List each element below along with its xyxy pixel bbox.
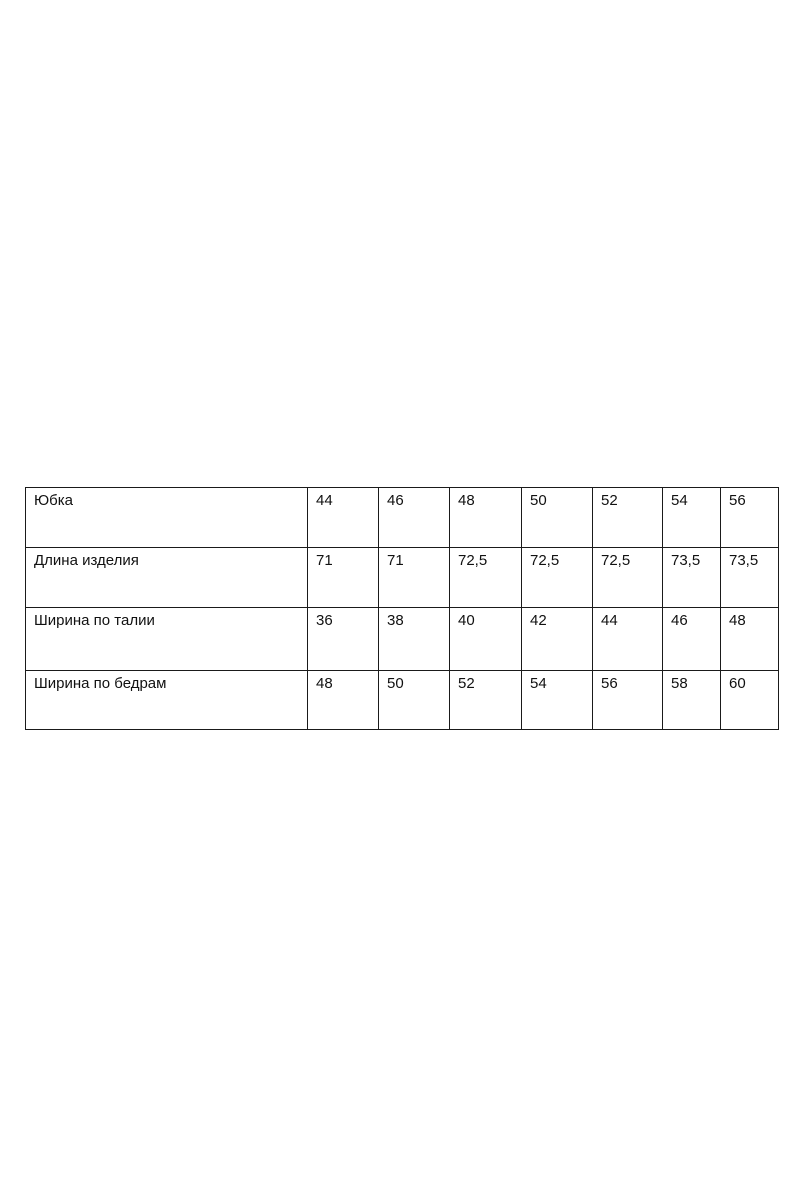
table-cell: 46 bbox=[663, 608, 721, 671]
table-cell: 73,5 bbox=[721, 548, 779, 608]
table-cell: 54 bbox=[522, 671, 593, 730]
table-cell: 60 bbox=[721, 671, 779, 730]
table-cell: 42 bbox=[522, 608, 593, 671]
table-cell: 50 bbox=[379, 671, 450, 730]
table-row-waist bbox=[26, 608, 779, 671]
table-cell: 71 bbox=[308, 548, 379, 608]
table-cell: 72,5 bbox=[450, 548, 522, 608]
table-cell: 44 bbox=[308, 488, 379, 548]
table-cell: 72,5 bbox=[522, 548, 593, 608]
table-cell: 50 bbox=[522, 488, 593, 548]
table-cell: 36 bbox=[308, 608, 379, 671]
size-chart-table bbox=[25, 487, 779, 730]
table-row-hips bbox=[26, 671, 779, 730]
table-cell: 40 bbox=[450, 608, 522, 671]
table-cell: 44 bbox=[593, 608, 663, 671]
table-cell: 54 bbox=[663, 488, 721, 548]
table-row-length bbox=[26, 548, 779, 608]
table-cell: 52 bbox=[450, 671, 522, 730]
table-cell: 73,5 bbox=[663, 548, 721, 608]
table-cell: 56 bbox=[721, 488, 779, 548]
table-cell: 48 bbox=[721, 608, 779, 671]
table-row-size bbox=[26, 488, 779, 548]
table-cell: 48 bbox=[450, 488, 522, 548]
table-cell: 71 bbox=[379, 548, 450, 608]
row-label: Ширина по талии bbox=[26, 608, 308, 671]
table-cell: 58 bbox=[663, 671, 721, 730]
table-cell: 52 bbox=[593, 488, 663, 548]
table-cell: 56 bbox=[593, 671, 663, 730]
table-cell: 46 bbox=[379, 488, 450, 548]
table-cell: 72,5 bbox=[593, 548, 663, 608]
row-label: Ширина по бедрам bbox=[26, 671, 308, 730]
row-label: Юбка bbox=[26, 488, 308, 548]
table-cell: 38 bbox=[379, 608, 450, 671]
table-cell: 48 bbox=[308, 671, 379, 730]
row-label: Длина изделия bbox=[26, 548, 308, 608]
